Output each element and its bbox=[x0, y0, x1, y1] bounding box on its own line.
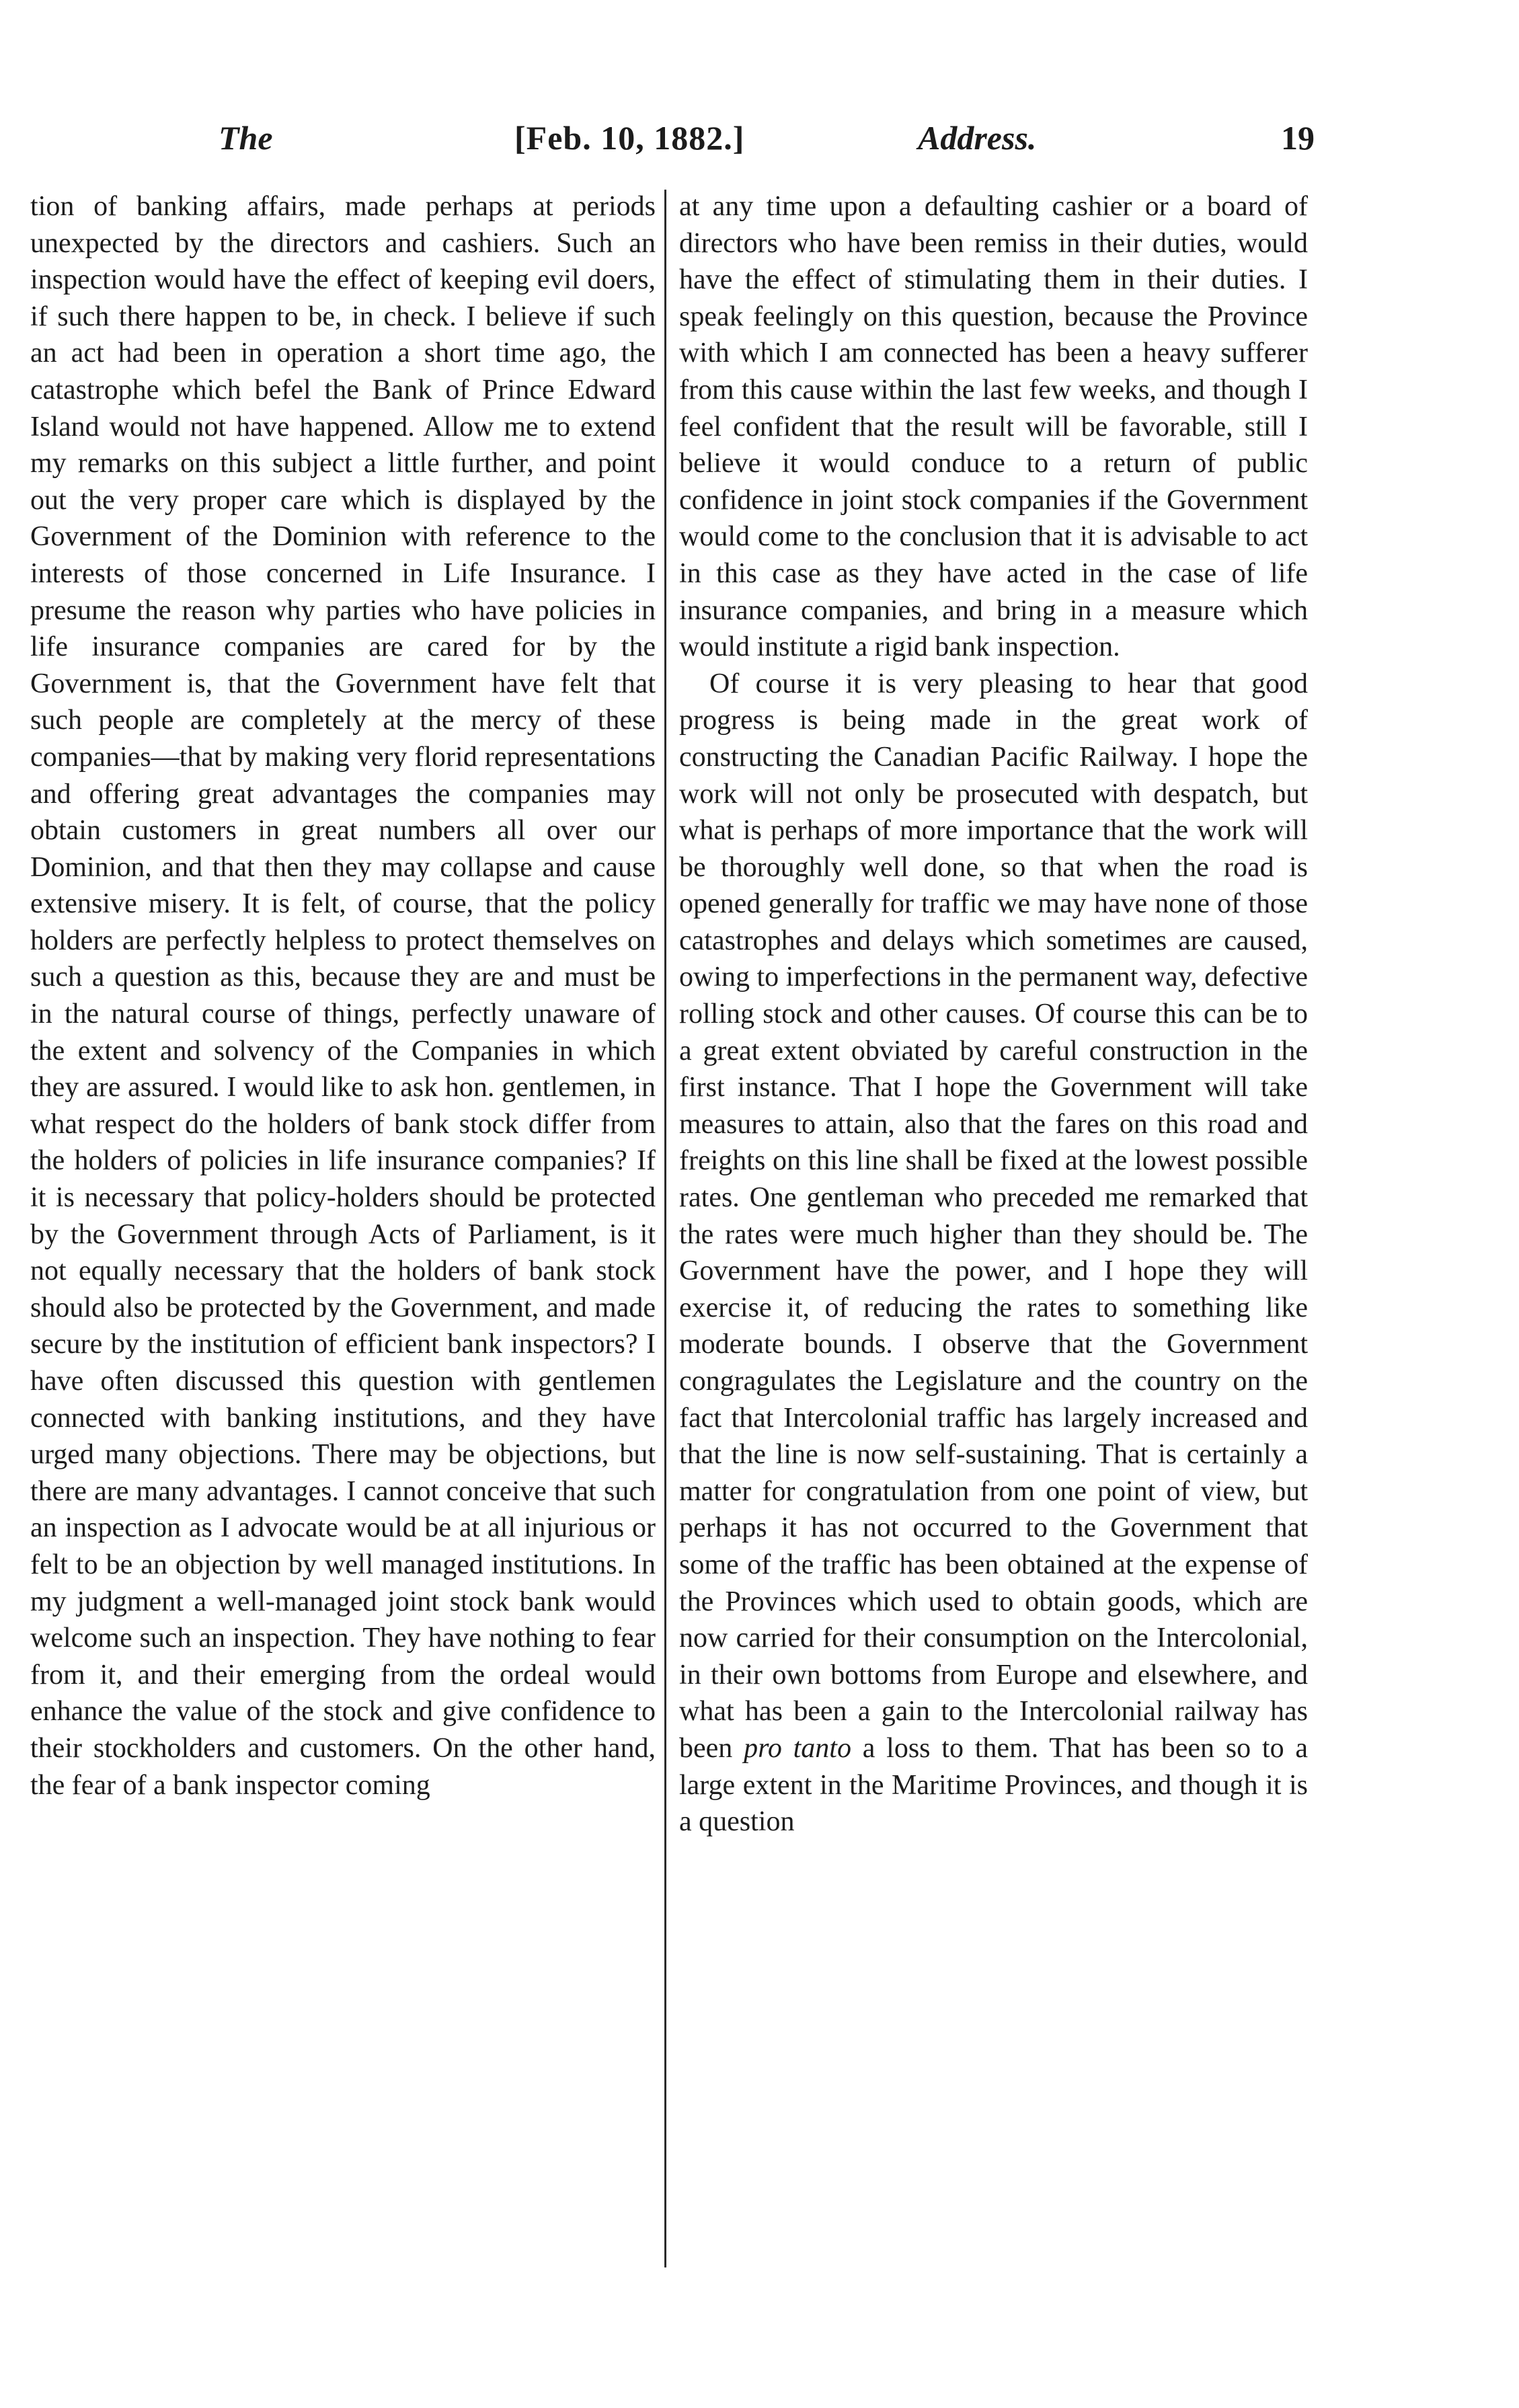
page-number: 19 bbox=[1281, 119, 1315, 157]
right-column bbox=[679, 188, 1308, 1840]
right-paragraph-2: Of course it is very pleasing to hear that good progress is being made in the great work of constructing the Canadian Pacific Railway. I hope the work will not only be prosecuted with despatch, but what is perhaps of more importance that the work will be thoroughly well done, so that when the road is opened generally for traffic we may have none of those catastrophes and delays which sometimes are caused, owing to imperfections in the permanent way, defective rolling stock and other causes. Of course this can be to a great extent obviated by careful construction in the first instance. That I hope the Government will take measures to attain, also that the fares on this road and freights on this line shall be fixed at the lowest possible rates. One gentleman who preceded me remarked that the rates were much higher than they should be. The Government have the power, and I hope they will exercise it, of reducing the rates to something like moderate bounds. I observe that the Government congragulates the Legislature and the country on the fact that Intercolonial traffic has largely increased and that the line is now self-sustaining. That is certainly a matter for congratulation from one point of view, but perhaps it has not occurred to the Government that some of the traffic has been obtained at the expense of the Provinces which used to obtain goods, which are now carried for their consumption on the Intercolonial, in their own bottoms from Europe and elsewhere, and what has been a gain to the Intercolonial railway has been pro tanto a loss to them. That has been so to a large extent in the Maritime Provinces, and though it is a question bbox=[679, 668, 1308, 1838]
running-head-title-right: Address. bbox=[918, 119, 1037, 157]
italic-phrase: pro tanto bbox=[744, 1732, 851, 1764]
left-paragraph-1: tion of banking affairs, made perhaps at periods unexpected by the directors and cashiers. Such an inspection would have the effect of keeping evil doers, if such there happen to be, in check. I believe if such an act had been in operation a short time ago, the catastrophe which befel the Bank of Prince Edward Island would not have happened. Allow me to extend my remarks on this subject a little further, and point out the very proper care which is displayed by the Government of the Dominion with reference to the interests of those concerned in Life Insurance. I presume the reason why parties who have policies in life insurance companies are cared for by the Government is, that the Government have felt that such people are completely at the mercy of these companies—that by making very florid representations and offering great advantages the companies may obtain customers in great numbers all over our Dominion, and that then they may collapse and cause extensive misery. It is felt, of course, that the policy holders are perfectly helpless to protect themselves on such a question as this, because they are and must be in the natural course of things, perfectly unaware of the extent and solvency of the Companies in which they are assured. I would like to ask hon. gentlemen, in what respect do the holders of bank stock differ from the holders of policies in life insurance companies? If it is necessary that policy-holders should be protected by the Government through Acts of Parliament, is it not equally necessary that the holders of bank stock should also be protected by the Government, and made secure by the institution of efficient bank inspectors? I have often discussed this question with gentlemen connected with banking institutions, and they have urged many objections. There may be objections, but there are many advantages. I cannot conceive that such an inspection as I advocate would be at all injurious or felt to be an objection by well managed institutions. In my judgment a well-managed joint stock bank would welcome such an inspection. They have nothing to fear from it, and their emerging from the ordeal would enhance the value of the stock and give confidence to their stockholders and customers. On the other hand, the fear of a bank inspector coming bbox=[30, 191, 656, 1801]
running-head-title-left: The bbox=[219, 119, 273, 157]
right-paragraph-1: at any time upon a defaulting cashier or a board of directors who have been remiss in their duties, would have the effect of stimulating them in their duties. I speak feelingly on this question, because the Province with which I am connected has been a heavy sufferer from this cause within the last few weeks, and though I feel confident that the result will be favorable, still I believe it would conduce to a return of public confidence in joint stock companies if the Government would come to the conclusion that it is advisable to act in this case as they have acted in the case of life insurance companies, and bring in a measure which would institute a rigid bank inspection. bbox=[679, 191, 1308, 663]
running-head-date: [Feb. 10, 1882.] bbox=[514, 119, 745, 157]
column-divider bbox=[664, 190, 666, 2267]
running-head bbox=[219, 114, 1315, 161]
left-column bbox=[30, 188, 656, 1803]
